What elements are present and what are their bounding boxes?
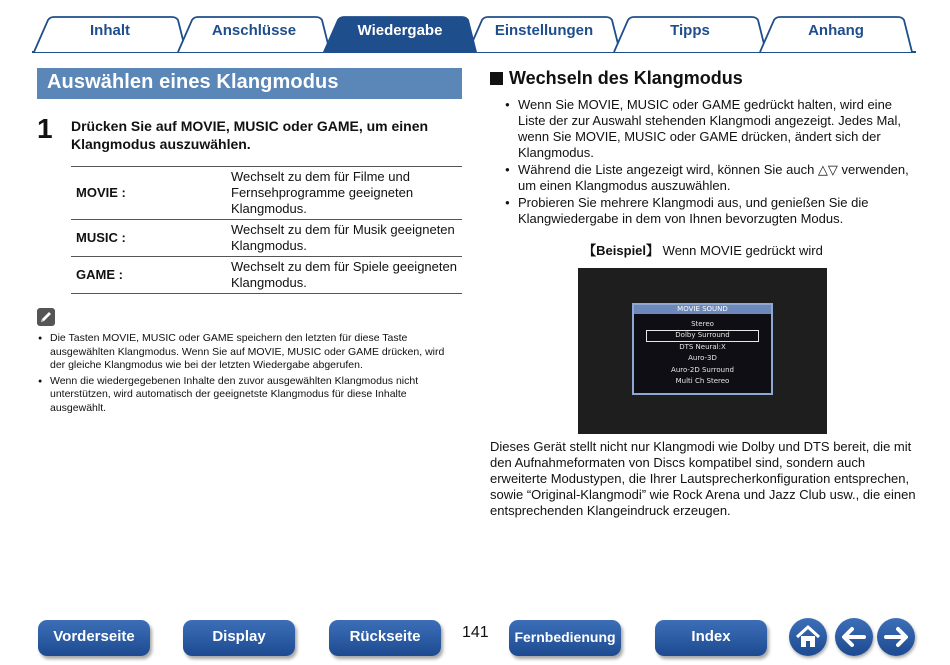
list-item: ● Wenn Sie MOVIE, MUSIC oder GAME gedrückt halten, wird eine Liste der zur Auswahl stehenden Klangmodi angezeigt. Jedes Mal, wenn Sie MOVIE, MUSIC oder GAME drücken, ändert sich der Klangmodus. bbox=[505, 97, 915, 161]
square-bullet-icon bbox=[490, 72, 503, 85]
subsection-title-text: Wechseln des Klangmodus bbox=[509, 68, 743, 88]
table-row bbox=[71, 257, 462, 294]
page-number: 141 bbox=[462, 624, 489, 641]
list-item: ● Die Tasten MOVIE, MUSIC oder GAME speichern den letzten für diese Taste ausgewählten Klangmodus. Wenn Sie auf MOVIE, MUSIC oder GAME drücken, wird der gleiche Klangmodus wie bei der letzten Wiedergabe abgerufen. bbox=[37, 332, 462, 373]
onscreen-display bbox=[578, 268, 827, 434]
sound-mode-menu bbox=[632, 303, 773, 395]
description-paragraph: Dieses Gerät stellt nicht nur Klangmodi wie Dolby und DTS bereit, die mit den Aufnahmeformaten von Discs kompatibel sind, sondern auch erweiterte Modustypen, die Ihrer Lautsprecherkonfiguration entsprechen, sowie “Original-Klangmodi” wie Rock Arena und Jazz Club usw., die einen entsprechenden Klangeindruck erzeugen. bbox=[490, 439, 916, 518]
section-title: Auswählen eines Klangmodus bbox=[37, 68, 462, 99]
back-arrow-icon bbox=[835, 618, 873, 656]
nav-fernbedienung-button[interactable]: Fernbedienung bbox=[509, 620, 621, 656]
tab-bar bbox=[0, 0, 950, 56]
nav-index-button[interactable]: Index bbox=[655, 620, 767, 656]
menu-item: Auro-2D Surround bbox=[671, 365, 734, 374]
table-row bbox=[71, 220, 462, 257]
mode-table bbox=[71, 166, 462, 294]
example-caption bbox=[490, 240, 916, 259]
tab-label-wiedergabe: Wiedergabe bbox=[357, 22, 443, 39]
forward-arrow-icon bbox=[877, 618, 915, 656]
step-instruction: Drücken Sie auf MOVIE, MUSIC oder GAME, um einen Klangmodus auszuwählen. bbox=[71, 118, 429, 152]
tab-label-tipps: Tipps bbox=[670, 22, 710, 39]
home-button[interactable] bbox=[789, 618, 827, 656]
forward-button[interactable] bbox=[877, 618, 915, 656]
menu-item: DTS Neural:X bbox=[679, 342, 726, 351]
mode-key: MOVIE : bbox=[71, 167, 231, 220]
menu-list bbox=[634, 319, 771, 387]
menu-item: Stereo bbox=[691, 320, 714, 328]
mode-key: GAME : bbox=[71, 257, 231, 294]
nav-vorderseite-button[interactable]: Vorderseite bbox=[38, 620, 150, 656]
menu-item: Auro-3D bbox=[688, 354, 717, 363]
menu-item: Multi Ch Stereo bbox=[675, 376, 730, 385]
list-item: ● Während die Liste angezeigt wird, können Sie auch △▽ verwenden, um einen Klangmodus auszuwählen. bbox=[505, 162, 915, 194]
tab-label-einstellungen: Einstellungen bbox=[494, 22, 594, 39]
mode-key: MUSIC : bbox=[71, 220, 231, 257]
notes-list bbox=[37, 332, 462, 417]
example-text: Wenn MOVIE gedrückt wird bbox=[662, 243, 823, 258]
nav-display-button[interactable]: Display bbox=[183, 620, 295, 656]
list-item: ● Wenn die wiedergegebenen Inhalte den zuvor ausgewählten Klangmodus nicht unterstützen, wird automatisch der geeignetste Klangmodus für diese Inhalte ausgewählt. bbox=[37, 375, 462, 416]
mode-value: Wechselt zu dem für Musik geeigneten Klangmodus. bbox=[231, 220, 462, 257]
example-label: 【Beispiel】 bbox=[583, 243, 660, 258]
nav-rueckseite-button[interactable]: Rückseite bbox=[329, 620, 441, 656]
step-number: 1 bbox=[37, 113, 53, 144]
home-icon bbox=[789, 618, 827, 656]
mode-value: Wechselt zu dem für Filme und Fernsehprogramme geeigneten Klangmodus. bbox=[231, 167, 462, 220]
tab-label-anhang: Anhang bbox=[808, 22, 864, 39]
menu-title: MOVIE SOUND bbox=[634, 305, 771, 314]
bullet-list bbox=[505, 97, 915, 228]
tab-label-anschluesse: Anschlüsse bbox=[211, 22, 297, 39]
pencil-note-icon bbox=[37, 308, 55, 326]
back-button[interactable] bbox=[835, 618, 873, 656]
menu-item-selected: Dolby Surround bbox=[646, 330, 759, 341]
mode-value: Wechselt zu dem für Spiele geeigneten Klangmodus. bbox=[231, 257, 462, 294]
tab-label-inhalt: Inhalt bbox=[90, 22, 130, 39]
subsection-title bbox=[490, 68, 743, 89]
table-row bbox=[71, 167, 462, 220]
list-item: ● Probieren Sie mehrere Klangmodi aus, und genießen Sie die Klangwiedergabe in dem von Ihnen bevorzugten Modus. bbox=[505, 195, 915, 227]
